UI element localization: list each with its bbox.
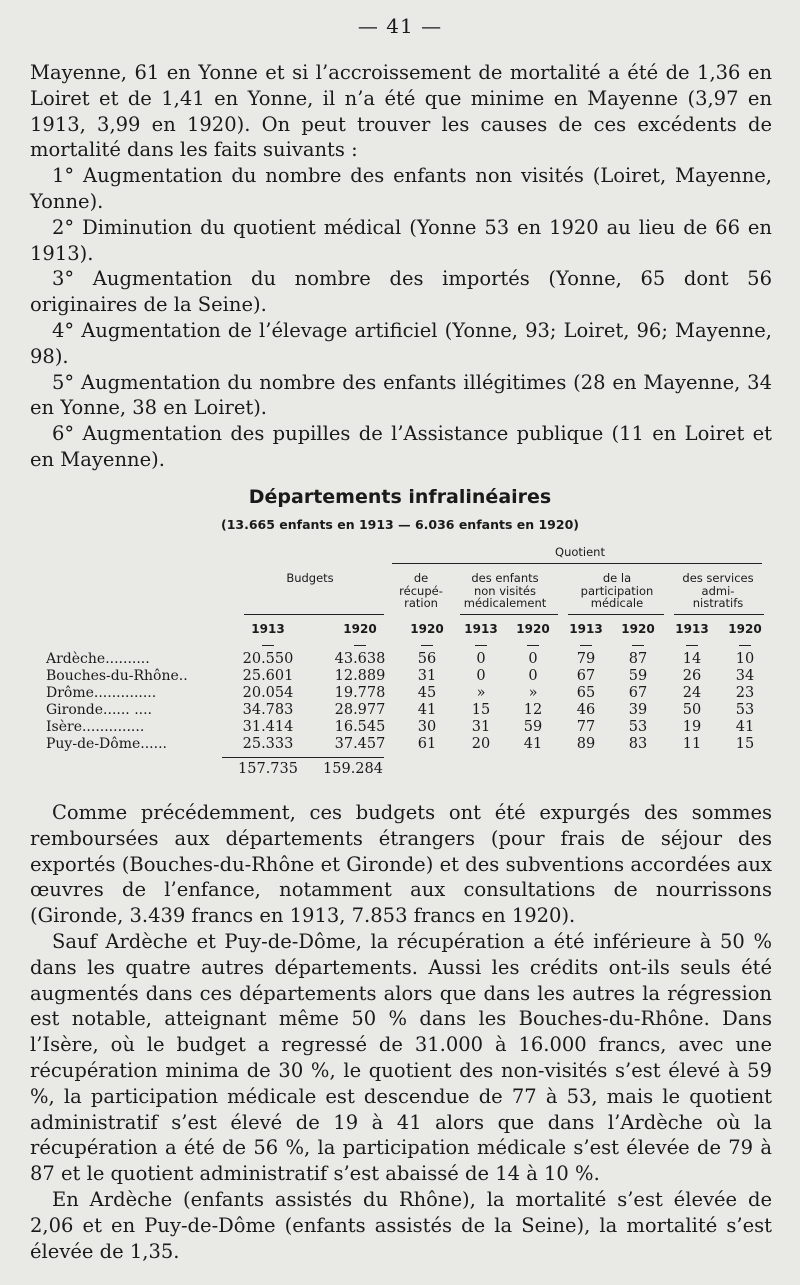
row-name: Ardèche.......... [46, 651, 150, 667]
cell: » [528, 685, 538, 701]
cell: 45 [417, 685, 437, 701]
cell: 25.333 [242, 736, 294, 752]
dash [632, 645, 644, 646]
header-participation: de la participation médicale [580, 571, 654, 610]
cell: 10 [735, 651, 755, 667]
cell: 53 [735, 702, 755, 718]
cell: 41 [523, 736, 543, 752]
total-cell: 157.735 [238, 761, 298, 777]
cell: 50 [682, 702, 702, 718]
row-name: Drôme.............. [46, 685, 157, 701]
quotient-rule [392, 563, 762, 564]
header-recuperation: de récupé- ration [399, 571, 443, 610]
cell: 12 [523, 702, 543, 718]
cell: 34.783 [242, 702, 294, 718]
cell: 53 [628, 719, 648, 735]
cell: 87 [628, 651, 648, 667]
cell: 25.601 [242, 668, 294, 684]
cell: 11 [682, 736, 702, 752]
row-name: Isère.............. [46, 719, 145, 735]
row-name: Gironde...... .... [46, 702, 152, 718]
cell: 0 [476, 668, 486, 684]
list-item: 1° Augmentation du nombre des enfants non visités (Loiret, Mayenne, Yonne). [30, 164, 772, 213]
cell: 28.977 [334, 702, 386, 718]
totals-rule [222, 757, 384, 758]
list-item: 2° Diminution du quotient médical (Yonne 53 en 1920 au lieu de 66 en 1913). [30, 215, 772, 265]
year-header: 1913 [464, 622, 498, 636]
services-rule [674, 614, 764, 615]
dash [739, 645, 751, 646]
header-services: des services admi- nistratifs [682, 571, 754, 610]
year-header: 1913 [675, 622, 709, 636]
cell: 65 [576, 685, 596, 701]
page-number: — 41 — [357, 14, 443, 38]
cell: 31 [417, 668, 437, 684]
cell: 12.889 [334, 668, 386, 684]
dash [262, 645, 274, 646]
cell: 20.054 [242, 685, 294, 701]
list-item: 6° Augmentation des pupilles de l’Assistance publique (11 en Loiret et en Mayenne). [30, 422, 772, 471]
bottom-text-block [30, 800, 772, 1264]
table-subtitle: (13.665 enfants en 1913 — 6.036 enfants en 1920) [221, 517, 579, 532]
cell: 16.545 [334, 719, 386, 735]
cell: 77 [576, 719, 596, 735]
cell: 31 [471, 719, 491, 735]
cell: 30 [417, 719, 437, 735]
year-header: 1920 [410, 622, 444, 636]
year-header: 1913 [251, 622, 285, 636]
paragraph: Sauf Ardèche et Puy-de-Dôme, la récupération a été inférieure à 50 % dans les quatre autres départements. Aussi les crédits ont-ils seuls été augmentés dans ces départements alors que dans les autres la régression est notable, atteignant même 50 % dans les Bouches-du-Rhône. Dans l’Isère, où le budget a regressé de 31.000 à 16.000 francs, avec une récupération minima de 30 %, le quotient des non-visités s’est élevé à 59 %, la participation médicale est descendue de 77 à 53, mais le quotient administratif s’est élevé de 19 à 41 alors que dans l’Ardèche où la récupération a été de 56 %, la participation médicale s’est élevée de 79 à 87 et le quotient administratif s’est abaissé de 14 à 10 %. [30, 929, 772, 1186]
year-header: 1920 [621, 622, 655, 636]
year-header: 1920 [343, 622, 377, 636]
cell: 23 [735, 685, 755, 701]
total-cell: 159.284 [323, 761, 383, 777]
cell: 19.778 [334, 685, 386, 701]
year-header: 1920 [728, 622, 762, 636]
paragraph: Comme précédemment, ces budgets ont été expurgés des sommes remboursées aux départements étrangers (pour frais de séjour des exportés (Bouches-du-Rhône et Gironde) et des subventions accordées aux œuvres de l’enfance, notamment aux consultations de nourrissons (Gironde, 3.439 francs en 1913, 7.853 francs en 1920). [30, 801, 772, 928]
cell: 24 [682, 685, 702, 701]
cell: 46 [576, 702, 596, 718]
list-item: 5° Augmentation du nombre des enfants illégitimes (28 en Mayenne, 34 en Yonne, 38 en Loiret). [30, 370, 772, 420]
cell: 19 [682, 719, 702, 735]
cell: » [476, 685, 486, 701]
dash [527, 645, 539, 646]
cell: 0 [528, 651, 538, 667]
cell: 83 [628, 736, 648, 752]
paragraph: Mayenne, 61 en Yonne et si l’accroissement de mortalité a été de 1,36 en Loiret et de 1,41 en Yonne, il n’a été que minime en Mayenne (3,97 en 1913, 3,99 en 1920). On peut trouver les causes de ces excédents de mortalité dans les faits suivants : [30, 61, 772, 162]
header-non-visites: des enfants non visités médicalement [463, 571, 547, 610]
cell: 37.457 [334, 736, 386, 752]
year-header: 1920 [516, 622, 550, 636]
row-name: Puy-de-Dôme...... [46, 736, 167, 752]
dash [421, 645, 433, 646]
cell: 0 [476, 651, 486, 667]
cell: 67 [576, 668, 596, 684]
cell: 20.550 [242, 651, 294, 667]
cell: 61 [417, 736, 437, 752]
dash [580, 645, 592, 646]
cell: 15 [471, 702, 491, 718]
cell: 0 [528, 668, 538, 684]
cell: 43.638 [334, 651, 386, 667]
cell: 26 [682, 668, 702, 684]
participation-rule [568, 614, 664, 615]
cell: 31.414 [242, 719, 294, 735]
row-name: Bouches-du-Rhône.. [46, 668, 188, 684]
dash [475, 645, 487, 646]
table-title: Départements infralinéaires [248, 486, 552, 508]
paragraph: En Ardèche (enfants assistés du Rhône), la mortalité s’est élevée de 2,06 et en Puy-de-Dôme (enfants assistés de la Seine), la mortalité s’est élevée de 1,35. [30, 1187, 772, 1263]
dash [354, 645, 366, 646]
list-item: 4° Augmentation de l’élevage artificiel (Yonne, 93; Loiret, 96; Mayenne, 98). [30, 318, 772, 368]
cell: 79 [576, 651, 596, 667]
cell: 14 [682, 651, 702, 667]
header-budgets: Budgets [286, 571, 334, 585]
budgets-rule [244, 614, 384, 615]
cell: 41 [417, 702, 437, 718]
cell: 59 [523, 719, 543, 735]
cell: 41 [735, 719, 755, 735]
cell: 34 [735, 668, 755, 684]
cell: 56 [417, 651, 437, 667]
list-item: 3° Augmentation du nombre des importés (Yonne, 65 dont 56 originaires de la Seine). [30, 267, 772, 317]
header-quotient: Quotient [555, 545, 605, 559]
cell: 89 [576, 736, 596, 752]
cell: 67 [628, 685, 648, 701]
cell: 20 [471, 736, 491, 752]
dash [686, 645, 698, 646]
year-header: 1913 [569, 622, 603, 636]
cell: 39 [628, 702, 648, 718]
cell: 15 [735, 736, 755, 752]
non-visites-rule [460, 614, 558, 615]
cell: 59 [628, 668, 648, 684]
